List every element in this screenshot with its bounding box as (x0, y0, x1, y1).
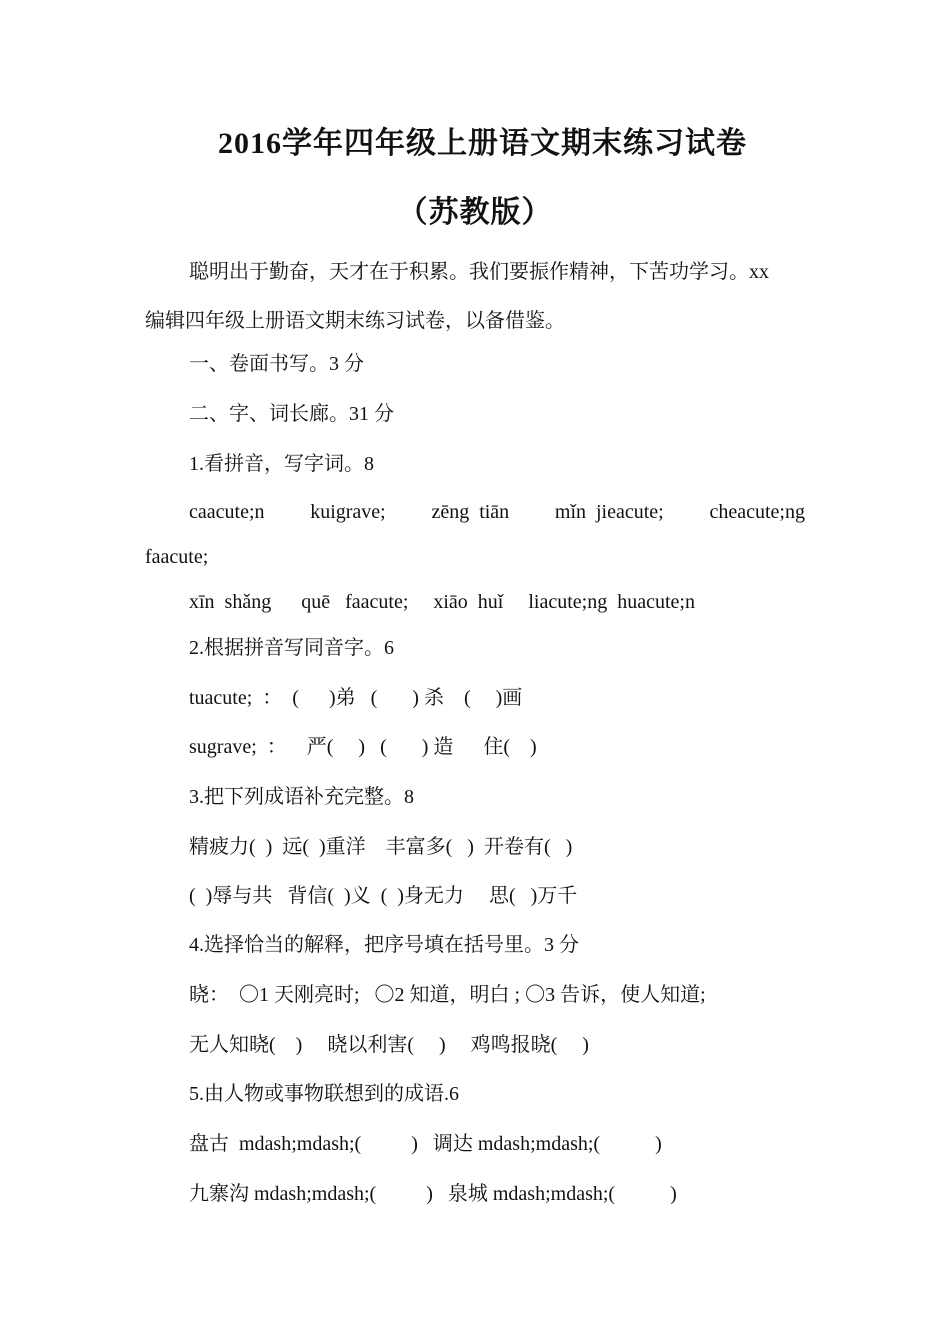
pinyin-item: kuigrave; (310, 501, 386, 523)
pinyin-item: cheacute;ng (709, 501, 805, 523)
section-heading-1: 一、卷面书写。3 分 (189, 353, 364, 375)
question-5: 5.由人物或事物联想到的成语.6 (189, 1083, 459, 1105)
idiom-row-2: ( )辱与共 背信( )义 ( )身无力 思( )万千 (189, 885, 578, 907)
pinyin-item: caacute;n (189, 501, 265, 523)
association-row-2: 九寨沟 mdash;mdash;( ) 泉城 mdash;mdash;( ) (189, 1183, 677, 1205)
idiom-row-1: 精疲力( ) 远( )重洋 丰富多( ) 开卷有( ) (189, 836, 573, 858)
document-subtitle: （苏教版） (397, 196, 553, 229)
document-title: 2016学年四年级上册语文期末练习试卷 (218, 127, 747, 160)
intro-paragraph-line-2: 编辑四年级上册语文期末练习试卷，以备借鉴。 (145, 310, 565, 332)
association-row-1: 盘古 mdash;mdash;( ) 调达 mdash;mdash;( ) (189, 1133, 662, 1155)
definition-answers-row: 无人知晓( ) 晓以利害( ) 鸡鸣报晓( ) (189, 1034, 589, 1056)
definition-options: 晓： 〇1 天刚亮时; 〇2 知道，明白 ; 〇3 告诉，使人知道; (189, 984, 706, 1006)
pinyin-row-2: xīn shǎng quē faacute; xiāo huǐ liacute;ng huacute;n (189, 591, 695, 613)
question-4: 4.选择恰当的解释，把序号填在括号里。3 分 (189, 934, 579, 956)
question-2: 2.根据拼音写同音字。6 (189, 637, 394, 659)
pinyin-item: mǐn jieacute; (554, 501, 664, 523)
pinyin-item: zēng tiān (431, 501, 510, 523)
homophone-row-1: tuacute; ： ( )弟 ( ) 杀 ( )画 (189, 687, 523, 709)
section-heading-2: 二、字、词长廊。31 分 (189, 403, 394, 425)
question-3: 3.把下列成语补充完整。8 (189, 786, 414, 808)
intro-paragraph-line-1: 聪明出于勤奋，天才在于积累。我们要振作精神，下苦功学习。xx (189, 261, 769, 283)
pinyin-row-1-wrap: faacute; (145, 546, 209, 568)
pinyin-row-1 (189, 498, 805, 526)
question-1: 1.看拼音，写字词。8 (189, 453, 374, 475)
homophone-row-2: sugrave; ： 严( ) ( ) 造 住( ) (189, 736, 537, 758)
